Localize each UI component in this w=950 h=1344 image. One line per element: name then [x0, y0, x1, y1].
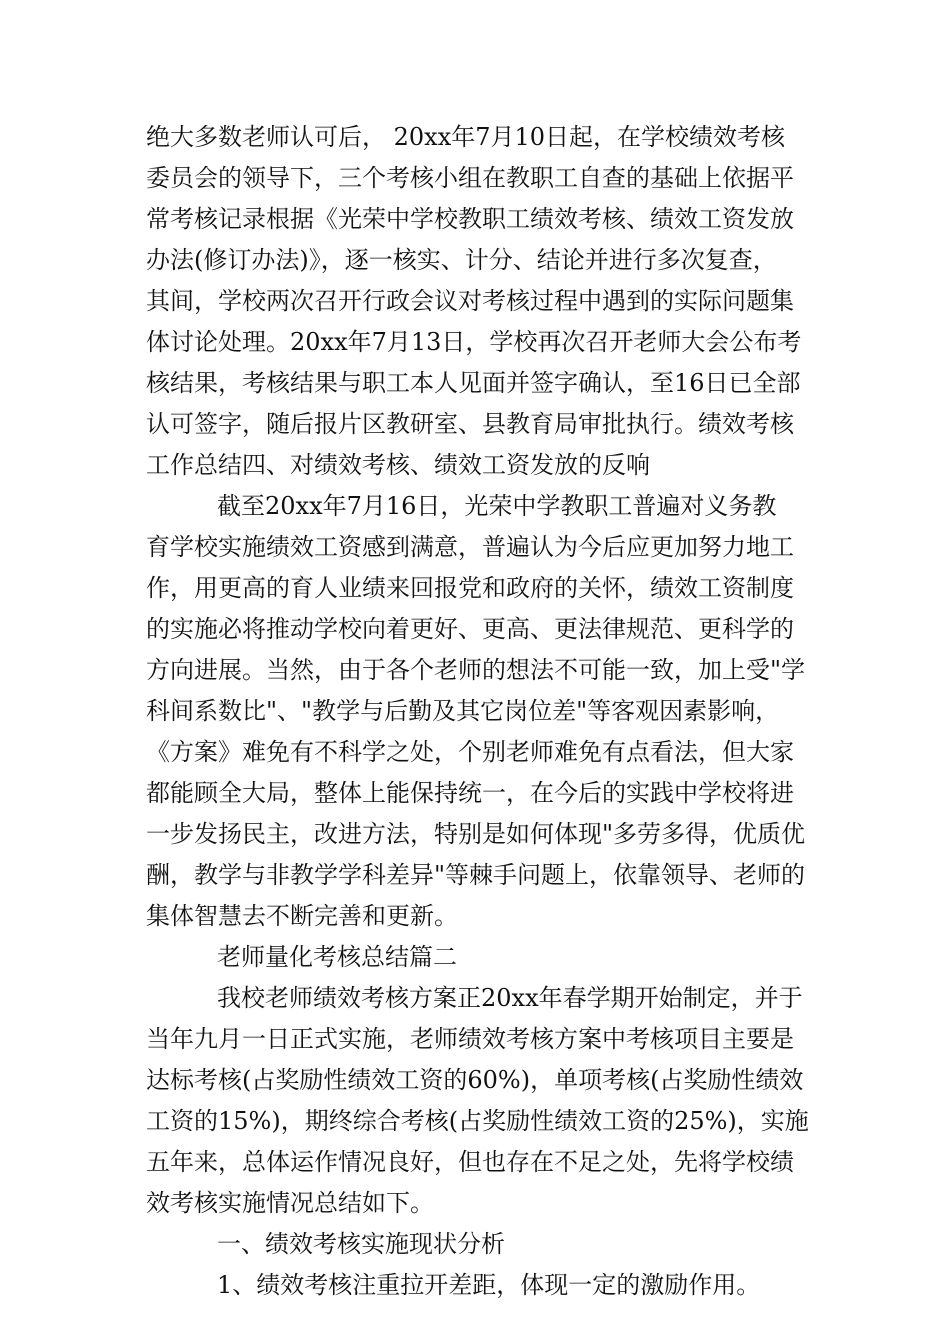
text-line: 《方案》难免有不科学之处，个别老师难免有点看法，但大家: [146, 738, 794, 766]
text-line: 工作总结四、对绩效考核、绩效工资发放的反响: [146, 451, 650, 479]
text-line: 的实施必将推动学校向着更好、更高、更法律规范、更科学的: [146, 615, 794, 643]
list-item: 1、绩效考核注重拉开差距，体现一定的激励作用。: [217, 1271, 761, 1299]
section-heading: 老师量化考核总结篇二: [217, 943, 457, 971]
text-line: 科间系数比"、"教学与后勤及其它岗位差"等客观因素影响，: [146, 697, 780, 725]
text-line: 集体智慧去不断完善和更新。: [146, 902, 458, 930]
text-line: 办法(修订办法)》，逐一核实、计分、结论并进行多次复查，: [146, 246, 777, 274]
subsection-heading: 一、绩效考核实施现状分析: [217, 1230, 505, 1258]
paragraph-first-line: 我校老师绩效考核方案正20xx年春学期开始制定，并于: [217, 984, 803, 1012]
text-line: 作，用更高的育人业绩来回报党和政府的关怀，绩效工资制度: [146, 574, 794, 602]
text-line: 认可签字，随后报片区教研室、县教育局审批执行。绩效考核: [146, 410, 794, 438]
text-line: 效考核实施情况总结如下。: [146, 1189, 434, 1217]
text-line: 方向进展。当然，由于各个老师的想法不可能一致，加上受"学: [146, 656, 806, 684]
text-line: 委员会的领导下，三个考核小组在教职工自查的基础上依据平: [146, 164, 794, 192]
text-line: 都能顾全大局，整体上能保持统一，在今后的实践中学校将进: [146, 779, 794, 807]
text-line: 育学校实施绩效工资感到满意，普遍认为今后应更加努力地工: [146, 533, 794, 561]
text-line: 工资的15%)，期终综合考核(占奖励性绩效工资的25%)，实施: [146, 1107, 809, 1135]
text-line: 五年来，总体运作情况良好，但也存在不足之处，先将学校绩: [146, 1148, 794, 1176]
text-line: 体讨论处理。20xx年7月13日，学校再次召开老师大会公布考: [146, 328, 802, 356]
text-line: 酬，教学与非教学学科差异"等棘手问题上，依靠领导、老师的: [146, 861, 806, 889]
text-line: 其间，学校两次召开行政会议对考核过程中遇到的实际问题集: [146, 287, 794, 315]
text-line: 绝大多数老师认可后， 20xx年7月10日起，在学校绩效考核: [146, 123, 786, 151]
text-line: 常考核记录根据《光荣中学校教职工绩效考核、绩效工资发放: [146, 205, 794, 233]
text-line: 一步发扬民主，改进方法，特别是如何体现"多劳多得，优质优: [146, 820, 806, 848]
text-line: 核结果，考核结果与职工本人见面并签字确认，至16日已全部: [146, 369, 801, 397]
text-line: 达标考核(占奖励性绩效工资的60%)，单项考核(占奖励性绩效: [146, 1066, 804, 1094]
paragraph-first-line: 截至20xx年7月16日，光荣中学教职工普遍对义务教: [217, 492, 777, 520]
text-line: 当年九月一日正式实施，老师绩效考核方案中考核项目主要是: [146, 1025, 794, 1053]
